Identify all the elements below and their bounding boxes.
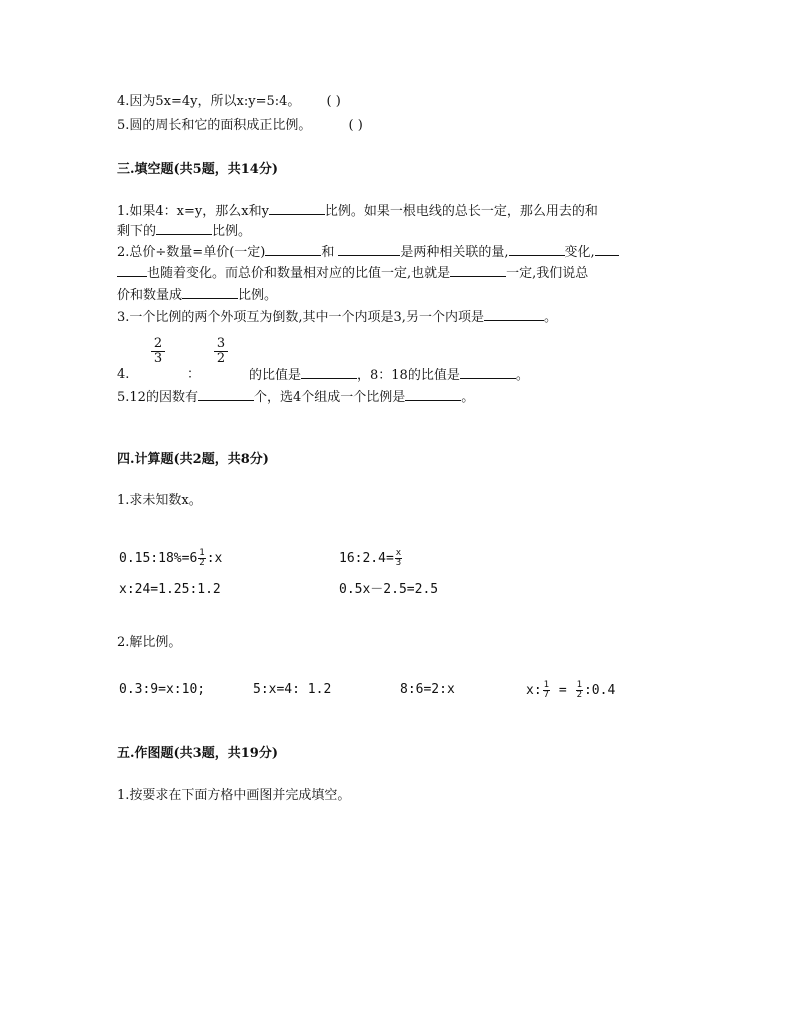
proportion-2: 5:x=4: 1.2 (253, 682, 332, 697)
text: 16:2.4= (339, 551, 394, 566)
proportion-3: 8:6=2:x (400, 682, 455, 697)
text: 1.如果4：x=y，那么x和y (117, 204, 269, 219)
text: :0.4 (583, 683, 616, 698)
answer-blank[interactable] (117, 264, 147, 277)
text: 的比值是 (249, 368, 302, 383)
answer-blank[interactable] (269, 202, 325, 215)
text: 4. (117, 367, 130, 382)
text: 2.总价÷数量=单价(一定) (117, 245, 266, 260)
fraction-one-half (576, 681, 583, 700)
fraction-x-thirds (395, 549, 402, 568)
answer-blank[interactable] (595, 243, 619, 256)
answer-blank[interactable] (509, 243, 565, 256)
text: 变化, (564, 245, 595, 260)
fraction-one-seventh (543, 681, 550, 700)
section-5-title: 五.作图题(共3题，共19分) (117, 746, 278, 761)
text: 。 (543, 310, 557, 325)
text: x: (526, 683, 542, 698)
text: 一定,我们说总 (506, 266, 589, 281)
section-4-title: 四.计算题(共2题，共8分) (117, 452, 269, 467)
text: 比例。 (212, 224, 252, 239)
equation-4: 0.5x－2.5=2.5 (339, 582, 439, 597)
fraction-three-halves (214, 337, 228, 366)
answer-blank[interactable] (338, 243, 400, 256)
denominator: 2 (216, 351, 226, 366)
answer-blank[interactable] (450, 264, 506, 277)
text: :x (206, 551, 223, 566)
answer-blank[interactable] (405, 388, 461, 401)
answer-blank[interactable] (484, 308, 544, 321)
fraction-one-half (198, 549, 205, 568)
text: 和 (321, 245, 335, 260)
denominator: 7 (543, 690, 550, 700)
denominator: 3 (153, 351, 163, 366)
denominator: 2 (199, 558, 205, 568)
fill-item-3 (117, 308, 557, 327)
proportion-4 (526, 681, 615, 700)
answer-blank[interactable] (182, 286, 238, 299)
text: 价和数量成 (117, 288, 183, 303)
numerator: x (395, 548, 402, 558)
ratio-colon: ： (187, 367, 201, 382)
text: 0.15:18%=6 (119, 551, 198, 566)
fraction-two-thirds (151, 337, 165, 366)
text: 3.一个比例的两个外项互为倒数,其中一个内项是3,另一个内项是 (117, 310, 484, 325)
numerator: 1 (199, 548, 205, 558)
fill-item-1-line1 (117, 202, 598, 221)
text: 比例。 (238, 288, 278, 303)
text: = (551, 683, 575, 698)
denominator: 3 (395, 558, 402, 568)
denominator: 2 (576, 690, 582, 700)
fill-item-2-line3 (117, 286, 277, 305)
fill-item-2-line1 (117, 243, 619, 262)
text: 。 (515, 368, 529, 383)
calc-item-2: 2.解比例。 (117, 635, 182, 650)
answer-paren: ( ) (348, 118, 363, 133)
answer-blank[interactable] (265, 243, 321, 256)
text: 5.12的因数有 (117, 390, 198, 405)
answer-paren: ( ) (326, 94, 341, 109)
fill-item-2-line2 (117, 264, 588, 283)
calc-item-1: 1.求未知数x。 (117, 493, 202, 508)
equation-1 (119, 549, 222, 568)
text: 。 (461, 390, 475, 405)
judge-item-4-text: 4.因为5x=4y，所以x:y=5:4。 (117, 94, 301, 109)
fill-item-4 (117, 366, 529, 384)
text: 是两种相关联的量, (400, 245, 509, 260)
numerator: 2 (151, 337, 165, 352)
proportion-1: 0.3:9=x:10; (119, 682, 206, 697)
text: 比例。如果一根电线的总长一定，那么用去的和 (324, 204, 598, 219)
judge-item-4 (117, 93, 341, 111)
text: 也随着变化。而总价和数量相对应的比值一定,也就是 (147, 266, 451, 281)
answer-blank[interactable] (460, 366, 516, 379)
judge-item-5 (117, 117, 363, 135)
draw-item-1: 1.按要求在下面方格中画图并完成填空。 (117, 788, 351, 803)
fill-item-1-line2 (117, 222, 251, 241)
numerator: 1 (576, 680, 582, 690)
text: 剩下的 (117, 224, 157, 239)
section-3-title: 三.填空题(共5题，共14分) (117, 162, 278, 177)
answer-blank[interactable] (198, 388, 254, 401)
judge-item-5-text: 5.圆的周长和它的面积成正比例。 (117, 118, 312, 133)
fill-item-5 (117, 388, 474, 407)
answer-blank[interactable] (301, 366, 357, 379)
equation-2 (339, 549, 403, 568)
answer-blank[interactable] (156, 222, 212, 235)
numerator: 3 (214, 337, 228, 352)
text: 个，选4个组成一个比例是 (253, 390, 406, 405)
text: ，8：18的比值是 (357, 368, 460, 383)
numerator: 1 (543, 680, 550, 690)
equation-3: x:24=1.25:1.2 (119, 582, 221, 597)
